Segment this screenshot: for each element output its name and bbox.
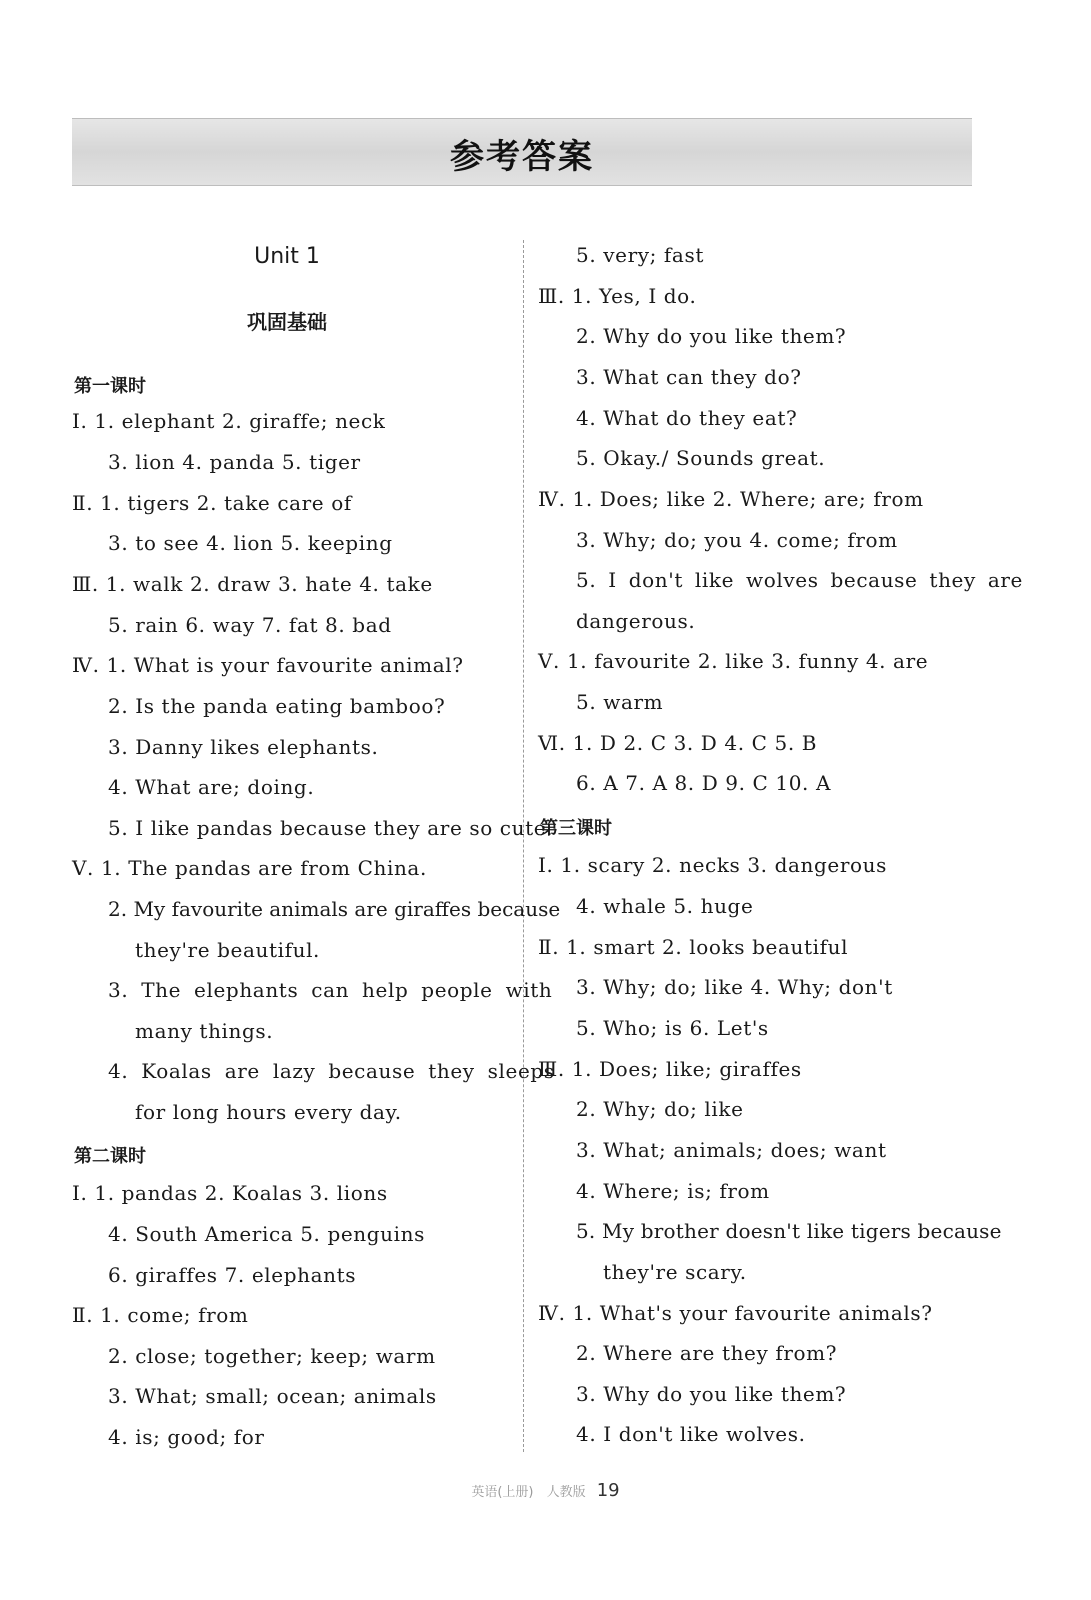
answer-line: 2. Is the panda eating bamboo? <box>108 694 446 718</box>
answer-line: for long hours every day. <box>135 1100 402 1124</box>
answer-line: 3. What can they do? <box>576 365 802 389</box>
lesson-3-heading: 第三课时 <box>540 818 612 839</box>
answer-line: 4. whale 5. huge <box>576 894 754 918</box>
answer-line: 6. giraffes 7. elephants <box>108 1263 357 1287</box>
answer-line: 3. Danny likes elephants. <box>108 735 379 759</box>
answer-line: 5. Who; is 6. Let's <box>576 1016 769 1040</box>
answer-line: 6. A 7. A 8. D 9. C 10. A <box>576 771 832 795</box>
answer-line: 4. What are; doing. <box>108 775 315 799</box>
answer-line: they're scary. <box>603 1260 747 1284</box>
answer-line: Ⅵ. 1. D 2. C 3. D 4. C 5. B <box>538 731 818 755</box>
answer-line: 5. very; fast <box>576 243 704 267</box>
answer-line: Ⅴ. 1. The pandas are from China. <box>72 856 427 880</box>
answer-line: 2. Where are they from? <box>576 1341 838 1365</box>
footer-subject: 英语(上册) <box>471 1485 534 1500</box>
answer-line: many things. <box>135 1019 274 1043</box>
answer-line: 5. warm <box>576 690 664 714</box>
answer-line: 2. Why do you like them? <box>576 324 847 348</box>
answer-line: Ⅰ. 1. elephant 2. giraffe; neck <box>72 409 386 433</box>
page-footer <box>0 1480 1091 1501</box>
answer-line: 3. Why; do; like 4. Why; don't <box>576 975 893 999</box>
answer-line: Ⅳ. 1. What's your favourite animals? <box>538 1301 933 1325</box>
lesson-1-heading: 第一课时 <box>74 376 146 397</box>
answer-line: 4. Where; is; from <box>576 1179 770 1203</box>
answer-line: 3. What; animals; does; want <box>576 1138 887 1162</box>
answer-line: Ⅱ. 1. smart 2. looks beautiful <box>538 935 849 959</box>
answer-line: Ⅳ. 1. Does; like 2. Where; are; from <box>538 487 924 511</box>
answer-line: Ⅰ. 1. pandas 2. Koalas 3. lions <box>72 1181 388 1205</box>
answer-line: they're beautiful. <box>135 938 321 962</box>
answer-line: 5. I like pandas because they are so cute. <box>108 816 554 840</box>
answer-line: Ⅲ. 1. walk 2. draw 3. hate 4. take <box>72 572 433 596</box>
answer-line: 2. My favourite animals are giraffes because <box>108 897 561 921</box>
answer-line: Ⅲ. 1. Does; like; giraffes <box>538 1057 802 1081</box>
answer-line: 4. What do they eat? <box>576 406 798 430</box>
answer-line: 2. Why; do; like <box>576 1097 744 1121</box>
answer-line: 4. is; good; for <box>108 1425 265 1449</box>
column-divider <box>523 240 524 1452</box>
answer-line: Ⅲ. 1. Yes, I do. <box>538 284 697 308</box>
answer-line: 5. I don't like wolves because they are <box>576 568 1023 592</box>
answer-line: Ⅰ. 1. scary 2. necks 3. dangerous <box>538 853 887 877</box>
answer-line: 2. close; together; keep; warm <box>108 1344 436 1368</box>
answer-line: Ⅱ. 1. come; from <box>72 1303 249 1327</box>
answer-line: 4. Koalas are lazy because they sleeps <box>108 1059 555 1083</box>
answer-line: 3. Why; do; you 4. come; from <box>576 528 898 552</box>
answer-line: 3. to see 4. lion 5. keeping <box>108 531 393 555</box>
answer-line: 3. The elephants can help people with <box>108 978 553 1002</box>
answer-line: 5. rain 6. way 7. fat 8. bad <box>108 613 392 637</box>
section-title: 巩固基础 <box>247 310 327 334</box>
lesson-2-heading: 第二课时 <box>74 1146 146 1167</box>
answer-line: 5. My brother doesn't like tigers because <box>576 1219 1002 1243</box>
footer-publisher: 人教版 <box>546 1485 586 1500</box>
answer-line: 5. Okay./ Sounds great. <box>576 446 826 470</box>
answer-line: Ⅴ. 1. favourite 2. like 3. funny 4. are <box>538 649 929 673</box>
unit-title: Unit 1 <box>254 244 320 269</box>
page-title: 参考答案 <box>450 137 594 177</box>
answer-line: 4. South America 5. penguins <box>108 1222 426 1246</box>
answer-line: 3. lion 4. panda 5. tiger <box>108 450 361 474</box>
answer-line: dangerous. <box>576 609 696 633</box>
answer-line: 3. Why do you like them? <box>576 1382 847 1406</box>
answer-line: Ⅳ. 1. What is your favourite animal? <box>72 653 464 677</box>
answer-line: Ⅱ. 1. tigers 2. take care of <box>72 491 352 515</box>
answer-line: 3. What; small; ocean; animals <box>108 1384 437 1408</box>
answer-line: 4. I don't like wolves. <box>576 1422 806 1446</box>
page-number: 19 <box>596 1480 620 1501</box>
header-banner <box>72 118 972 186</box>
